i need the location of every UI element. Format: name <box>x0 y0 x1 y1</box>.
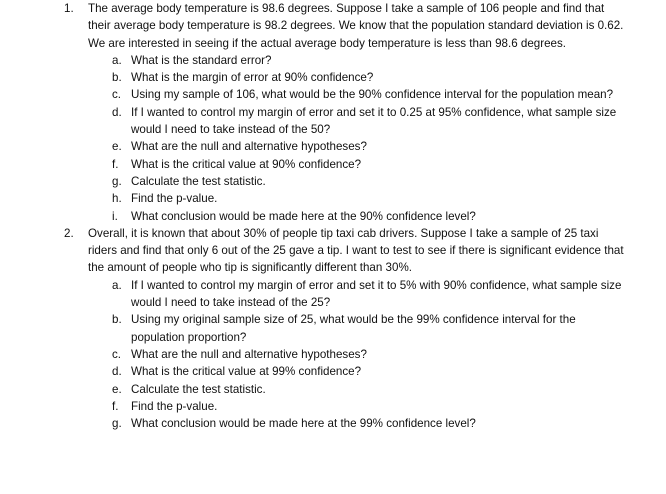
part-text: What conclusion would be made here at the 90% confidence level? <box>131 209 476 223</box>
list-item <box>88 208 628 225</box>
part-text: Using my original sample size of 25, what would be the 99% confidence interval for the population proportion? <box>131 313 576 344</box>
part-letter: a. <box>112 53 122 67</box>
list-item <box>88 381 628 398</box>
list-item <box>88 190 628 207</box>
part-letter: g. <box>112 174 122 188</box>
part-letter: c. <box>112 347 122 361</box>
list-item <box>88 311 628 346</box>
list-item <box>88 173 628 190</box>
list-item <box>88 346 628 363</box>
part-letter: f. <box>112 157 119 171</box>
part-text: What is the margin of error at 90% confidence? <box>131 71 374 85</box>
question-number: 2. <box>64 226 74 240</box>
part-text: What is the critical value at 99% confidence? <box>131 365 362 379</box>
part-text: If I wanted to control my margin of error and set it to 5% with 90% confidence, what sample size would I need to take instead of the 25? <box>131 278 622 310</box>
part-letter: f. <box>112 399 119 413</box>
part-text: Calculate the test statistic. <box>131 382 266 396</box>
list-item <box>88 69 628 86</box>
part-text: If I wanted to control my margin of error and set it to 0.25 at 95% confidence, what sample size would I need to take instead of the 50? <box>131 105 617 137</box>
part-text: What conclusion would be made here at the 99% confidence level? <box>131 417 476 431</box>
part-text: Find the p-value. <box>131 399 218 413</box>
part-text: Find the p-value. <box>131 192 218 206</box>
part-text: Calculate the test statistic. <box>131 174 266 188</box>
question-number: 1. <box>64 2 74 15</box>
list-item <box>88 104 628 139</box>
list-item <box>88 415 628 432</box>
part-text: What are the null and alternative hypotheses? <box>131 347 367 361</box>
question-text: Overall, it is known that about 30% of people tip taxi cab drivers. Suppose I take a sample of 25 taxi riders and find that only 6 out of the 25 gave a tip. I want to test to see if there is significant evidence that the amount of people who tip is significantly different than 30%. <box>88 226 624 275</box>
part-text: Using my sample of 106, what would be the 90% confidence interval for the population mean? <box>131 88 614 102</box>
part-letter: e. <box>112 140 122 154</box>
list-item <box>88 398 628 415</box>
part-letter: b. <box>112 71 122 85</box>
question-1 <box>0 0 666 225</box>
list-item <box>88 156 628 173</box>
part-letter: c. <box>112 88 122 102</box>
list-item <box>88 86 628 103</box>
part-letter: d. <box>112 365 122 379</box>
part-text: What is the standard error? <box>131 53 272 67</box>
question-text: The average body temperature is 98.6 degrees. Suppose I take a sample of 106 people and find that their average body temperature is 98.2 degrees. We know that the population standard deviation is 0.62. We are interested in seeing if the actual average body temperature is less than 98.6 degrees. <box>88 2 624 50</box>
part-letter: e. <box>112 382 122 396</box>
list-item <box>88 138 628 155</box>
part-text: What is the critical value at 90% confidence? <box>131 157 362 171</box>
part-letter: b. <box>112 313 122 327</box>
part-letter: a. <box>112 278 122 292</box>
list-item <box>88 363 628 380</box>
part-letter: g. <box>112 417 122 431</box>
list-item <box>88 277 628 312</box>
part-letter: d. <box>112 105 122 119</box>
question-1-parts <box>88 52 628 225</box>
question-2 <box>0 225 666 433</box>
part-letter: h. <box>112 192 122 206</box>
part-letter: i. <box>112 209 118 223</box>
list-item <box>88 52 628 69</box>
question-2-parts <box>88 277 628 433</box>
part-text: What are the null and alternative hypotheses? <box>131 140 367 154</box>
